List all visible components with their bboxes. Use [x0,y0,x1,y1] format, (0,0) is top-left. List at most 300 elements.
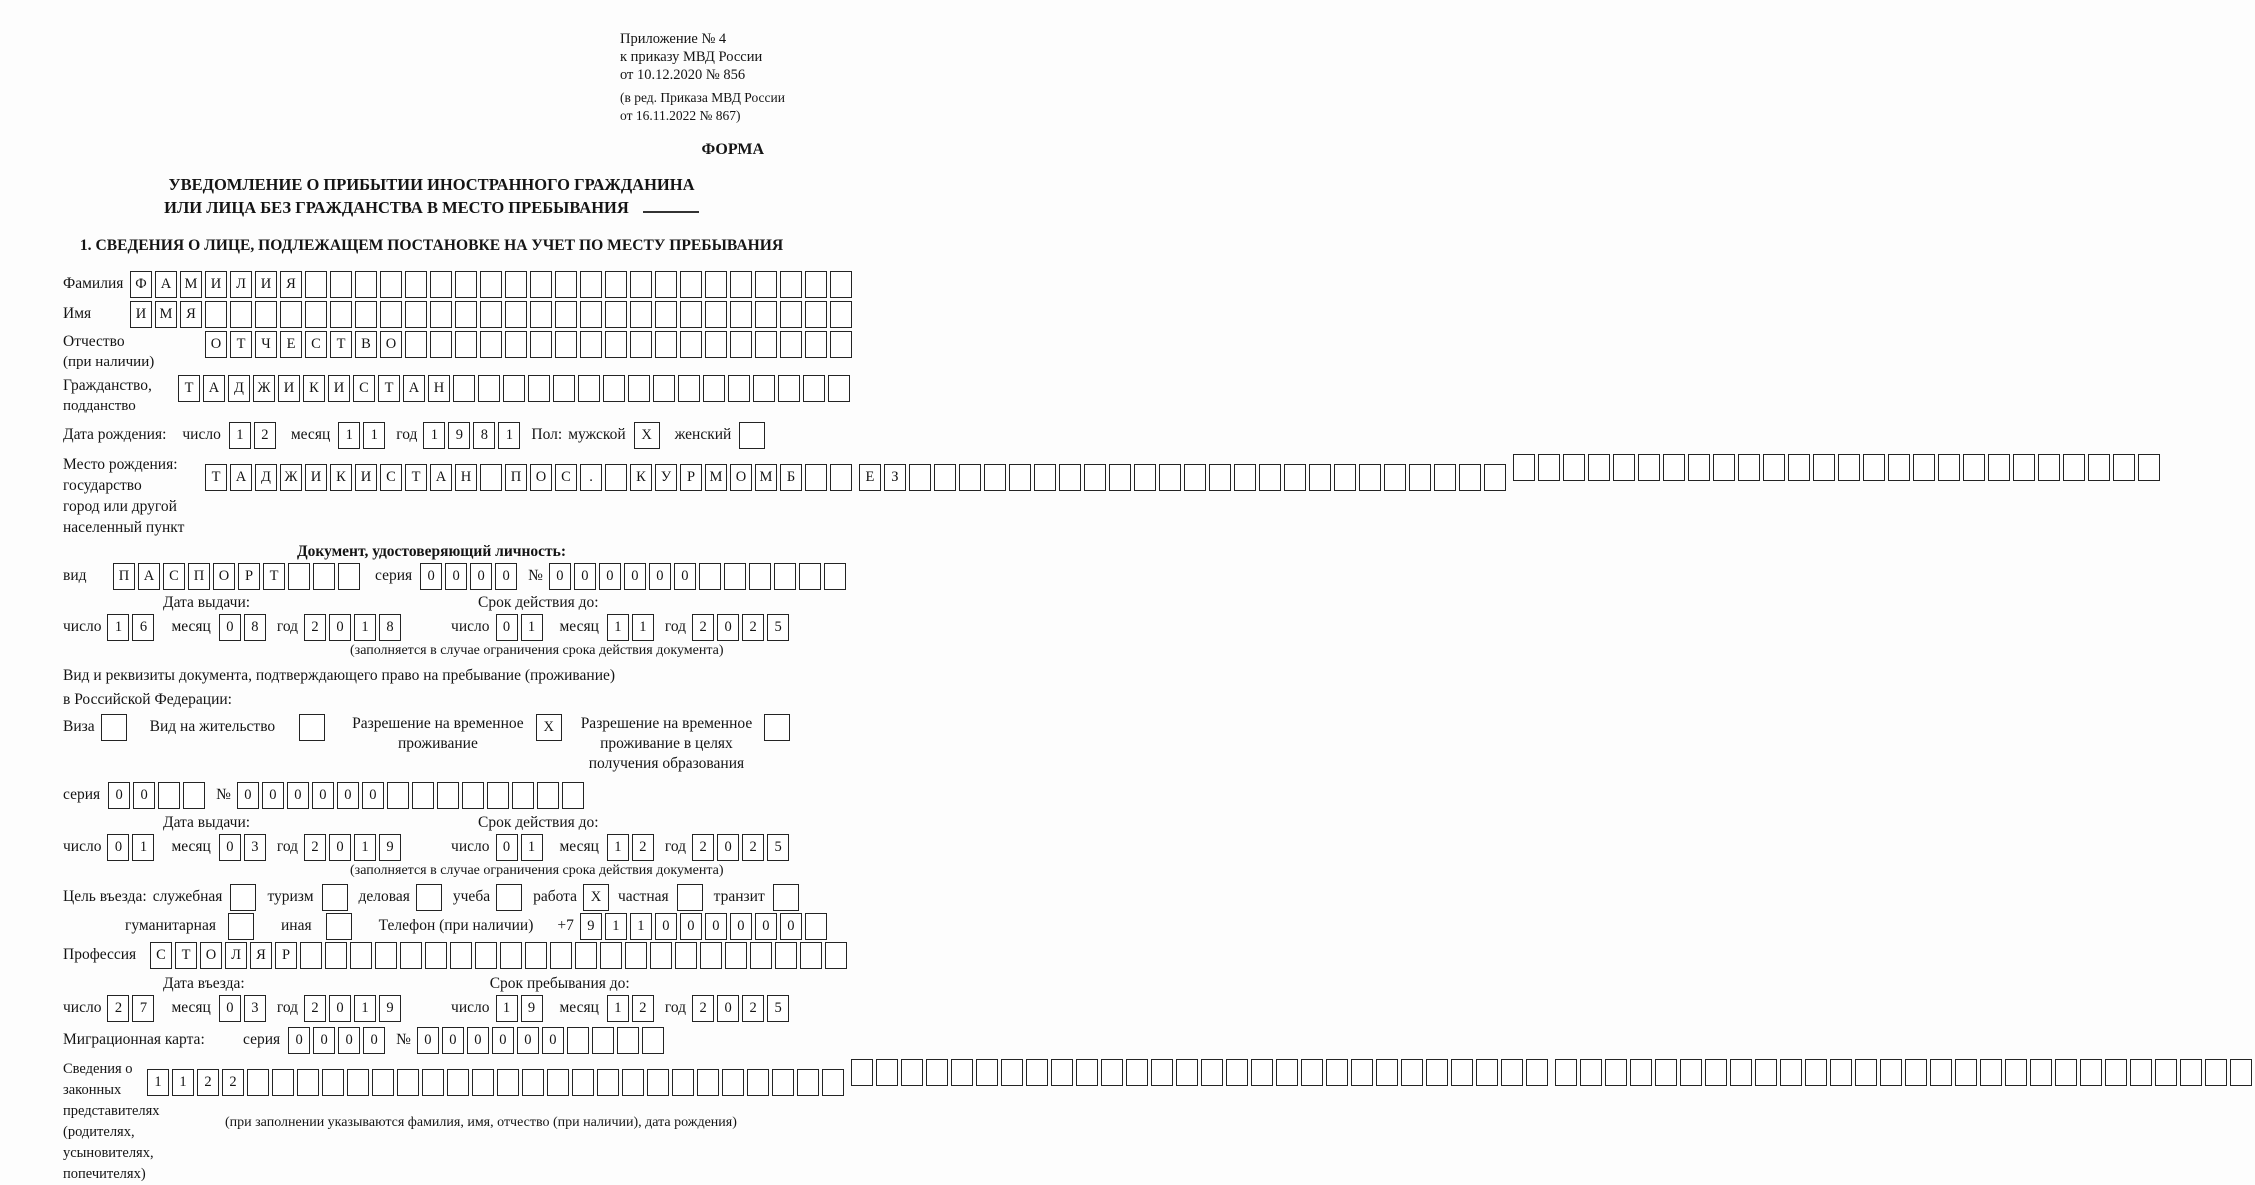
char-cell[interactable] [1913,454,1935,481]
char-cell[interactable] [280,301,302,328]
char-cell[interactable] [230,301,252,328]
char-cell[interactable]: 0 [549,563,571,590]
char-cell[interactable]: 2 [304,834,326,861]
char-cell[interactable] [724,563,746,590]
char-cell[interactable]: А [430,464,452,491]
char-cell[interactable] [1434,464,1456,491]
char-cell[interactable] [580,271,602,298]
char-cell[interactable] [247,1069,269,1096]
char-cell[interactable] [2155,1059,2177,1086]
char-cell[interactable]: 3 [244,834,266,861]
char-cell[interactable]: С [163,563,185,590]
char-cell[interactable] [522,1069,544,1096]
char-cell[interactable]: Н [428,375,450,402]
char-cell[interactable] [505,331,527,358]
purpose-humanitarian-checkbox[interactable] [228,913,257,940]
char-cell[interactable] [830,464,852,491]
char-cell[interactable]: Т [175,942,197,969]
char-cell[interactable]: 2 [742,834,764,861]
char-cell[interactable] [430,301,452,328]
char-cell[interactable]: 0 [219,995,241,1022]
char-cell[interactable] [387,782,409,809]
char-cell[interactable]: 0 [680,913,702,940]
char-cell[interactable] [725,942,747,969]
char-cell[interactable]: 2 [692,834,714,861]
char-cell[interactable] [2055,1059,2077,1086]
char-cell[interactable] [338,563,360,590]
char-cell[interactable] [1259,464,1281,491]
char-cell[interactable]: 0 [655,913,677,940]
char-cell[interactable]: Ч [255,331,277,358]
char-cell[interactable]: 1 [607,614,629,641]
char-cell[interactable] [1830,1059,1852,1086]
char-cell[interactable] [1838,454,1860,481]
char-cell[interactable] [562,782,584,809]
char-cell[interactable]: 1 [496,995,518,1022]
char-cell[interactable]: А [403,375,425,402]
char-cell[interactable] [876,1059,898,1086]
char-cell[interactable]: П [113,563,135,590]
char-cell[interactable] [750,942,772,969]
char-cell[interactable]: 0 [574,563,596,590]
char-cell[interactable]: 0 [755,913,777,940]
char-cell[interactable] [597,1069,619,1096]
char-cell[interactable] [828,375,850,402]
char-cell[interactable]: О [730,464,752,491]
char-cell[interactable]: 1 [521,614,543,641]
char-cell[interactable]: Т [405,464,427,491]
char-cell[interactable]: 9 [521,995,543,1022]
char-cell[interactable] [775,942,797,969]
char-cell[interactable] [805,913,827,940]
char-cell[interactable]: 0 [624,563,646,590]
char-cell[interactable] [1184,464,1206,491]
char-cell[interactable] [753,375,775,402]
char-cell[interactable] [405,331,427,358]
char-cell[interactable] [934,464,956,491]
char-cell[interactable]: 1 [229,422,251,449]
char-cell[interactable]: У [655,464,677,491]
char-cell[interactable] [1980,1059,2002,1086]
char-cell[interactable] [647,1069,669,1096]
char-cell[interactable] [1234,464,1256,491]
char-cell[interactable] [547,1069,569,1096]
char-cell[interactable] [455,271,477,298]
char-cell[interactable]: 0 [542,1027,564,1054]
char-cell[interactable] [478,375,500,402]
char-cell[interactable] [1763,454,1785,481]
char-cell[interactable]: К [630,464,652,491]
char-cell[interactable] [2138,454,2160,481]
char-cell[interactable] [592,1027,614,1054]
char-cell[interactable] [305,271,327,298]
char-cell[interactable]: Д [255,464,277,491]
char-cell[interactable]: О [213,563,235,590]
char-cell[interactable] [400,942,422,969]
char-cell[interactable] [780,301,802,328]
char-cell[interactable] [512,782,534,809]
char-cell[interactable] [603,375,625,402]
char-cell[interactable] [1988,454,2010,481]
char-cell[interactable]: 6 [132,614,154,641]
char-cell[interactable] [322,884,348,911]
purpose-transit-checkbox[interactable] [773,884,802,911]
char-cell[interactable] [976,1059,998,1086]
char-cell[interactable]: Т [178,375,200,402]
char-cell[interactable] [537,782,559,809]
char-cell[interactable]: 8 [244,614,266,641]
char-cell[interactable]: . [580,464,602,491]
char-cell[interactable]: Ф [130,271,152,298]
char-cell[interactable] [2080,1059,2102,1086]
char-cell[interactable]: 9 [448,422,470,449]
char-cell[interactable]: 0 [717,995,739,1022]
char-cell[interactable]: Л [225,942,247,969]
char-cell[interactable]: Я [280,271,302,298]
char-cell[interactable] [228,913,254,940]
char-cell[interactable] [778,375,800,402]
char-cell[interactable]: 2 [107,995,129,1022]
char-cell[interactable] [1051,1059,1073,1086]
char-cell[interactable] [1351,1059,1373,1086]
char-cell[interactable] [288,563,310,590]
char-cell[interactable]: 1 [607,834,629,861]
char-cell[interactable]: Е [280,331,302,358]
char-cell[interactable]: 8 [473,422,495,449]
char-cell[interactable] [1076,1059,1098,1086]
char-cell[interactable] [2030,1059,2052,1086]
char-cell[interactable]: 1 [605,913,627,940]
char-cell[interactable]: 2 [632,834,654,861]
char-cell[interactable] [325,942,347,969]
char-cell[interactable]: 0 [496,834,518,861]
char-cell[interactable]: Е [859,464,881,491]
char-cell[interactable]: М [705,464,727,491]
char-cell[interactable]: X [583,884,609,911]
char-cell[interactable]: 9 [580,913,602,940]
char-cell[interactable]: С [150,942,172,969]
char-cell[interactable] [2205,1059,2227,1086]
char-cell[interactable] [1655,1059,1677,1086]
char-cell[interactable]: К [303,375,325,402]
char-cell[interactable] [1888,454,1910,481]
char-cell[interactable] [1326,1059,1348,1086]
char-cell[interactable] [1605,1059,1627,1086]
char-cell[interactable] [1459,464,1481,491]
char-cell[interactable]: Р [275,942,297,969]
char-cell[interactable] [205,301,227,328]
char-cell[interactable] [525,942,547,969]
char-cell[interactable]: Ж [253,375,275,402]
char-cell[interactable] [803,375,825,402]
char-cell[interactable] [600,942,622,969]
char-cell[interactable] [799,563,821,590]
char-cell[interactable]: 0 [313,1027,335,1054]
char-cell[interactable] [1638,454,1660,481]
char-cell[interactable] [1813,454,1835,481]
char-cell[interactable]: О [380,331,402,358]
char-cell[interactable] [678,375,700,402]
char-cell[interactable]: И [130,301,152,328]
char-cell[interactable]: И [355,464,377,491]
char-cell[interactable] [299,714,325,741]
char-cell[interactable] [1613,454,1635,481]
char-cell[interactable]: А [203,375,225,402]
char-cell[interactable] [959,464,981,491]
char-cell[interactable] [580,301,602,328]
char-cell[interactable] [1309,464,1331,491]
char-cell[interactable]: 2 [197,1069,219,1096]
sex-male-checkbox[interactable] [634,422,663,449]
char-cell[interactable] [447,1069,469,1096]
char-cell[interactable] [926,1059,948,1086]
char-cell[interactable] [1476,1059,1498,1086]
char-cell[interactable] [580,331,602,358]
purpose-other-checkbox[interactable] [326,913,355,940]
char-cell[interactable] [425,942,447,969]
char-cell[interactable] [1001,1059,1023,1086]
char-cell[interactable] [455,301,477,328]
char-cell[interactable] [380,301,402,328]
char-cell[interactable] [797,1069,819,1096]
char-cell[interactable] [1713,454,1735,481]
char-cell[interactable]: 9 [379,995,401,1022]
char-cell[interactable]: 0 [495,563,517,590]
char-cell[interactable] [730,331,752,358]
char-cell[interactable]: 1 [363,422,385,449]
char-cell[interactable]: С [305,331,327,358]
char-cell[interactable]: 2 [692,995,714,1022]
char-cell[interactable]: О [205,331,227,358]
char-cell[interactable]: 0 [492,1027,514,1054]
char-cell[interactable] [655,271,677,298]
char-cell[interactable]: 1 [172,1069,194,1096]
char-cell[interactable] [700,942,722,969]
purpose-tourism-checkbox[interactable] [322,884,351,911]
char-cell[interactable]: 0 [219,614,241,641]
char-cell[interactable] [1409,464,1431,491]
char-cell[interactable] [697,1069,719,1096]
char-cell[interactable] [397,1069,419,1096]
char-cell[interactable] [755,271,777,298]
char-cell[interactable]: X [536,714,562,741]
char-cell[interactable] [730,301,752,328]
char-cell[interactable]: 1 [630,913,652,940]
char-cell[interactable] [630,301,652,328]
char-cell[interactable]: 0 [329,995,351,1022]
char-cell[interactable]: Ж [280,464,302,491]
char-cell[interactable] [2088,454,2110,481]
char-cell[interactable]: 1 [338,422,360,449]
char-cell[interactable]: 2 [222,1069,244,1096]
char-cell[interactable]: 0 [108,782,130,809]
char-cell[interactable]: И [255,271,277,298]
char-cell[interactable] [2105,1059,2127,1086]
char-cell[interactable] [772,1069,794,1096]
char-cell[interactable] [475,942,497,969]
char-cell[interactable] [430,271,452,298]
char-cell[interactable] [2013,454,2035,481]
char-cell[interactable] [255,301,277,328]
char-cell[interactable]: 0 [329,834,351,861]
char-cell[interactable]: И [305,464,327,491]
char-cell[interactable]: 0 [288,1027,310,1054]
char-cell[interactable] [1588,454,1610,481]
char-cell[interactable]: П [505,464,527,491]
char-cell[interactable] [300,942,322,969]
char-cell[interactable] [313,563,335,590]
char-cell[interactable]: 0 [420,563,442,590]
char-cell[interactable]: 0 [674,563,696,590]
char-cell[interactable] [1376,1059,1398,1086]
char-cell[interactable] [1880,1059,1902,1086]
char-cell[interactable] [625,942,647,969]
purpose-study-checkbox[interactable] [496,884,525,911]
char-cell[interactable]: С [353,375,375,402]
char-cell[interactable] [1630,1059,1652,1086]
char-cell[interactable] [605,271,627,298]
char-cell[interactable] [1730,1059,1752,1086]
purpose-private-checkbox[interactable] [677,884,706,911]
char-cell[interactable] [851,1059,873,1086]
char-cell[interactable]: 1 [498,422,520,449]
char-cell[interactable]: О [530,464,552,491]
char-cell[interactable] [555,301,577,328]
char-cell[interactable] [675,942,697,969]
char-cell[interactable] [1151,1059,1173,1086]
char-cell[interactable] [497,1069,519,1096]
char-cell[interactable]: А [138,563,160,590]
char-cell[interactable] [530,301,552,328]
char-cell[interactable] [101,714,127,741]
char-cell[interactable] [412,782,434,809]
char-cell[interactable] [703,375,725,402]
char-cell[interactable]: К [330,464,352,491]
char-cell[interactable] [605,301,627,328]
char-cell[interactable]: 0 [717,834,739,861]
char-cell[interactable] [578,375,600,402]
char-cell[interactable] [830,331,852,358]
char-cell[interactable]: 0 [337,782,359,809]
char-cell[interactable] [1251,1059,1273,1086]
char-cell[interactable] [567,1027,589,1054]
char-cell[interactable] [1788,454,1810,481]
char-cell[interactable]: 2 [742,995,764,1022]
residence-permit-checkbox[interactable] [299,714,328,741]
char-cell[interactable] [2230,1059,2252,1086]
char-cell[interactable] [1059,464,1081,491]
char-cell[interactable]: 0 [219,834,241,861]
char-cell[interactable] [705,271,727,298]
sex-female-checkbox[interactable] [739,422,768,449]
char-cell[interactable]: 0 [496,614,518,641]
char-cell[interactable] [355,301,377,328]
char-cell[interactable]: 0 [467,1027,489,1054]
char-cell[interactable]: 8 [379,614,401,641]
char-cell[interactable] [347,1069,369,1096]
char-cell[interactable] [2005,1059,2027,1086]
char-cell[interactable]: С [555,464,577,491]
char-cell[interactable] [322,1069,344,1096]
char-cell[interactable]: 0 [780,913,802,940]
char-cell[interactable] [805,271,827,298]
char-cell[interactable] [909,464,931,491]
char-cell[interactable]: М [755,464,777,491]
char-cell[interactable] [1384,464,1406,491]
char-cell[interactable] [330,301,352,328]
char-cell[interactable]: 3 [244,995,266,1022]
char-cell[interactable] [672,1069,694,1096]
char-cell[interactable] [705,331,727,358]
char-cell[interactable] [653,375,675,402]
char-cell[interactable] [655,331,677,358]
char-cell[interactable] [628,375,650,402]
char-cell[interactable] [630,271,652,298]
char-cell[interactable]: 0 [338,1027,360,1054]
char-cell[interactable] [722,1069,744,1096]
char-cell[interactable] [505,271,527,298]
char-cell[interactable]: 2 [742,614,764,641]
char-cell[interactable] [405,271,427,298]
temp-residence-edu-checkbox[interactable] [764,714,793,741]
char-cell[interactable] [355,271,377,298]
char-cell[interactable] [503,375,525,402]
char-cell[interactable] [1034,464,1056,491]
char-cell[interactable] [1159,464,1181,491]
char-cell[interactable]: 0 [287,782,309,809]
char-cell[interactable]: 1 [607,995,629,1022]
char-cell[interactable] [375,942,397,969]
char-cell[interactable] [305,301,327,328]
char-cell[interactable]: 5 [767,614,789,641]
char-cell[interactable] [1805,1059,1827,1086]
char-cell[interactable] [500,942,522,969]
char-cell[interactable]: 2 [304,995,326,1022]
char-cell[interactable] [555,331,577,358]
char-cell[interactable] [774,563,796,590]
char-cell[interactable]: 1 [632,614,654,641]
char-cell[interactable]: 0 [442,1027,464,1054]
char-cell[interactable] [505,301,527,328]
char-cell[interactable] [462,782,484,809]
char-cell[interactable] [825,942,847,969]
char-cell[interactable] [480,301,502,328]
char-cell[interactable] [437,782,459,809]
char-cell[interactable] [764,714,790,741]
char-cell[interactable] [699,563,721,590]
char-cell[interactable]: Я [180,301,202,328]
char-cell[interactable] [680,301,702,328]
char-cell[interactable]: 0 [329,614,351,641]
char-cell[interactable] [472,1069,494,1096]
char-cell[interactable]: 2 [692,614,714,641]
char-cell[interactable] [480,271,502,298]
char-cell[interactable] [1176,1059,1198,1086]
char-cell[interactable] [728,375,750,402]
char-cell[interactable] [1484,464,1506,491]
char-cell[interactable]: Т [330,331,352,358]
char-cell[interactable] [1276,1059,1298,1086]
char-cell[interactable] [1401,1059,1423,1086]
char-cell[interactable] [1930,1059,1952,1086]
char-cell[interactable]: 0 [107,834,129,861]
char-cell[interactable] [655,301,677,328]
char-cell[interactable] [1563,454,1585,481]
char-cell[interactable]: А [155,271,177,298]
char-cell[interactable] [749,563,771,590]
char-cell[interactable] [605,331,627,358]
char-cell[interactable] [830,301,852,328]
